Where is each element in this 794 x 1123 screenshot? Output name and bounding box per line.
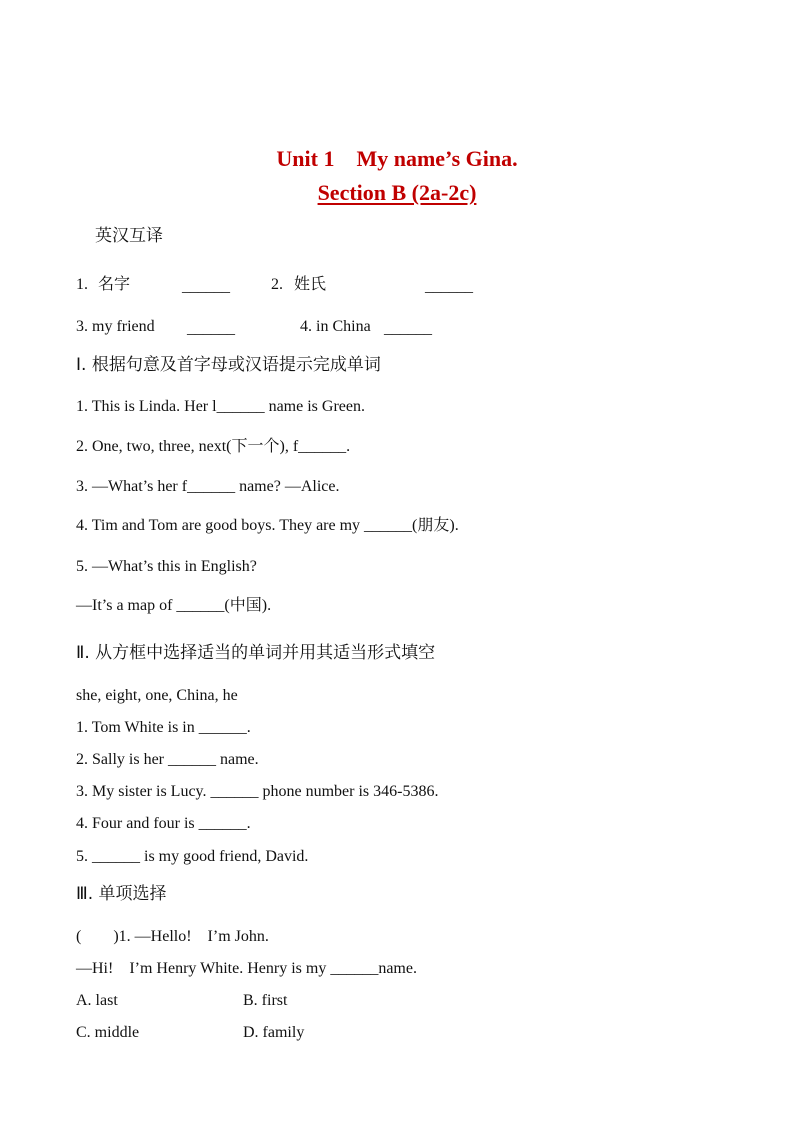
section2-q5: 5. ______ is my good friend, David.: [76, 848, 309, 865]
section2-q2: 2. Sally is her ______ name.: [76, 751, 259, 768]
section1-q3: 3. —What’s her f______ name? —Alice.: [76, 478, 340, 495]
section1-heading: Ⅰ. 根据句意及首字母或汉语提示完成单词: [76, 355, 381, 375]
vocab-item2-text: 姓氏: [294, 274, 327, 293]
section1-q1: 1. This is Linda. Her l______ name is Green.: [76, 398, 365, 415]
section2-q3: 3. My sister is Lucy. ______ phone number is 346-5386.: [76, 783, 439, 800]
vocab-item4: 4. in China: [300, 318, 371, 335]
option-b[interactable]: B. first: [243, 992, 288, 1009]
vocab-item1-text: 名字: [98, 274, 131, 293]
section1-q2: 2. One, two, three, next(下一个), f______.: [76, 438, 351, 455]
page-title: Unit 1 My name’s Gina.: [276, 146, 518, 171]
vocab-item2-blank[interactable]: ______: [425, 278, 473, 295]
vocab-item1-blank[interactable]: ______: [182, 278, 230, 295]
section1-q5a: 5. —What’s this in English?: [76, 558, 257, 575]
vocab-item4-blank[interactable]: ______: [384, 320, 432, 337]
section3-q1-line2: —Hi! I’m Henry White. Henry is my ______name.: [76, 960, 417, 977]
section2-heading: Ⅱ. 从方框中选择适当的单词并用其适当形式填空: [76, 643, 436, 663]
option-c[interactable]: C. middle: [76, 1024, 140, 1041]
section3-q1: ( )1. —Hello! I’m John.: [76, 928, 269, 945]
subtitle-text: Section B (2a-2c): [317, 180, 477, 205]
option-a[interactable]: A. last: [76, 992, 118, 1009]
vocab-item3: 3. my friend: [76, 318, 155, 335]
section2-word-box: she, eight, one, China, he: [76, 687, 238, 704]
vocab-item1-num: 1.: [76, 276, 88, 293]
section3-heading: Ⅲ. 单项选择: [76, 884, 167, 904]
vocab-item3-blank[interactable]: ______: [187, 320, 235, 337]
section2-q1: 1. Tom White is in ______.: [76, 719, 251, 736]
option-d[interactable]: D. family: [243, 1024, 305, 1041]
section1-q5b: —It’s a map of ______(中国).: [76, 597, 272, 614]
vocab-item2-num: 2.: [271, 276, 283, 293]
vocab-heading: 英汉互译: [95, 226, 163, 246]
page-subtitle: [0, 180, 794, 206]
section1-q4: 4. Tim and Tom are good boys. They are my ______(朋友).: [76, 517, 459, 534]
section2-q4: 4. Four and four is ______.: [76, 815, 251, 832]
